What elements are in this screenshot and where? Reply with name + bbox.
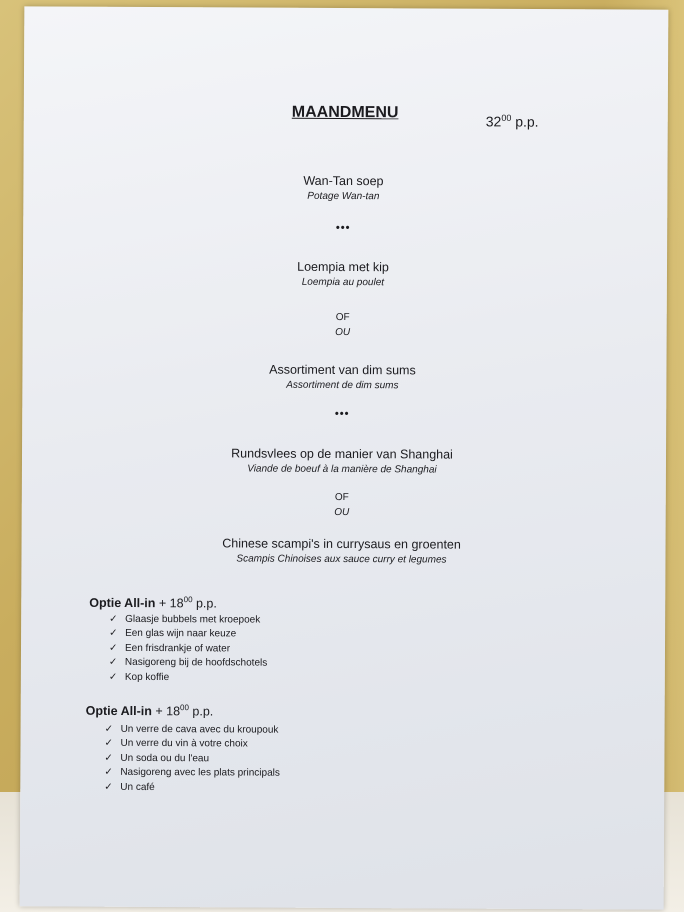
course-name-fr: Viande de boeuf à la manière de Shanghai xyxy=(247,463,437,476)
course-name-nl: Rundsvlees op de manier van Shanghai xyxy=(231,446,453,462)
option-list-nl xyxy=(109,613,268,686)
check-icon: ✓ xyxy=(108,671,118,683)
course-name-nl: Chinese scampi's in currysaus en groenten xyxy=(222,536,461,552)
list-item: ✓ Un verre de cava avec du kroupouk xyxy=(104,723,279,736)
list-item: ✓ Kop koffie xyxy=(109,670,267,685)
check-icon: ✓ xyxy=(104,752,113,764)
course-beef xyxy=(22,445,662,476)
course-name-fr: Potage Wan-tan xyxy=(307,190,380,203)
course-name-fr: Scampis Chinoises aux sauce curry et legumes xyxy=(236,553,447,566)
check-icon: ✓ xyxy=(104,781,113,793)
course-name-nl: Assortiment van dim sums xyxy=(269,362,416,378)
option-list-fr xyxy=(104,723,280,796)
option-heading-fr: Optie $All-in + 18^{00}$ p.p. xyxy=(85,703,214,719)
check-icon: ✓ xyxy=(108,642,118,654)
course-scampi xyxy=(21,535,661,566)
course-dim-sums xyxy=(22,361,662,392)
list-item: ✓ Een frisdrankje of water xyxy=(108,642,231,655)
list-item: ✓ Un café xyxy=(104,780,280,795)
list-item: ✓ Glaasje bubbels met kroepoek xyxy=(109,613,261,626)
check-icon: ✓ xyxy=(104,723,113,735)
list-item: ✓ Nasigoreng bij de hoofdschotels xyxy=(108,656,268,669)
menu-title: MAANDMENU xyxy=(291,103,399,122)
menu-sheet xyxy=(20,6,669,909)
option-heading-nl: Optie $All-in + 18^{00}$ p.p. xyxy=(89,595,217,611)
course-name-fr: Loempia au poulet xyxy=(301,276,385,289)
check-icon: ✓ xyxy=(104,738,113,750)
or-divider: OF OU xyxy=(334,491,350,519)
course-soup xyxy=(23,172,663,203)
course-name-fr: Assortiment de dim sums xyxy=(286,379,399,392)
course-loempia xyxy=(23,258,663,289)
menu-price: $32^{00}$ p.p. xyxy=(485,112,539,130)
course-name-nl: Loempia met kip xyxy=(297,259,389,275)
check-icon: ✓ xyxy=(109,613,118,625)
list-item: ✓ Nasigoreng avec les plats principals xyxy=(104,766,280,779)
course-separator: ••• xyxy=(334,407,350,421)
course-separator: ••• xyxy=(335,221,351,235)
list-item: ✓ Un verre du vin à votre choix xyxy=(104,738,248,750)
list-item: ✓ Un soda ou du l'eau xyxy=(104,752,210,765)
list-item: ✓ Een glas wijn naar keuze xyxy=(109,628,237,640)
check-icon: ✓ xyxy=(108,656,118,668)
or-divider: OF OU xyxy=(335,311,351,339)
course-name-nl: Wan-Tan soep xyxy=(303,173,384,189)
check-icon: ✓ xyxy=(104,766,113,778)
check-icon: ✓ xyxy=(109,628,118,640)
